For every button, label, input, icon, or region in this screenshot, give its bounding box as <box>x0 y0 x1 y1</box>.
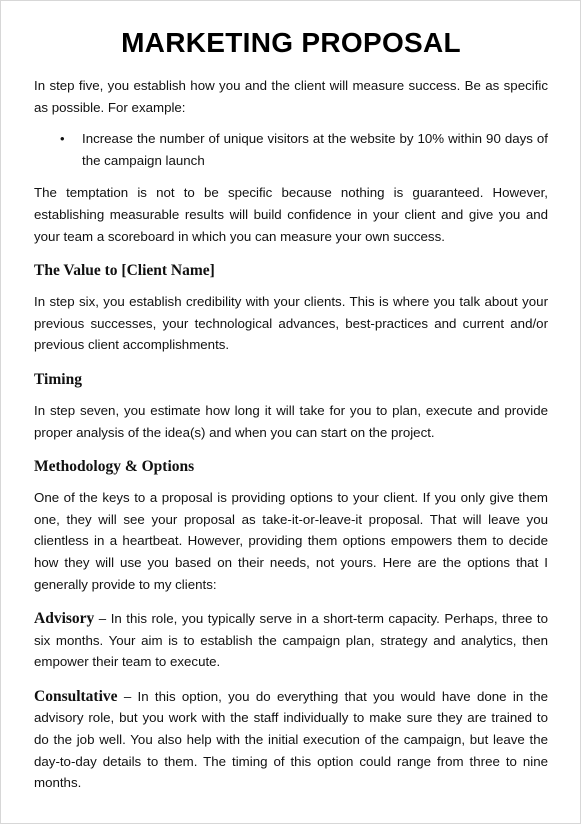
option-body-advisory: – In this role, you typically serve in a short-term capacity. Perhaps, three to six months. Your aim is to establish the campaign plan, strategy and analytics, then empower their team to execute. <box>34 611 548 670</box>
option-term-consultative: Consultative <box>34 687 118 705</box>
section-heading-methodology: Methodology & Options <box>34 458 195 476</box>
section-body-methodology: One of the keys to a proposal is providing options to your client. If you only give them one, they will see your proposal as take-it-or-leave-it proposal. That will leave you clientless in a heartbeat. However, providing them options empowers them to decide how they will use you based on their needs, not yours. Here are the options that I generally provide to my clients: <box>34 490 548 592</box>
section-body-value: In step six, you establish credibility with your clients. This is where you talk about your previous successes, your technological advances, best-practices and current and/or previous client accomplishments. <box>34 294 548 353</box>
option-term-advisory: Advisory <box>34 610 95 628</box>
temptation-paragraph: The temptation is not to be specific because nothing is guaranteed. However, establishing measurable results will build confidence in your client and give you and your team a scoreboard in which you can measure your own success. <box>34 185 548 244</box>
document-title: MARKETING PROPOSAL <box>121 27 461 58</box>
bullet-icon: • <box>60 131 65 147</box>
section-heading-value: The Value to [Client Name] <box>34 262 215 280</box>
bullet-list <box>34 128 548 171</box>
document-content <box>34 27 548 807</box>
option-advisory <box>34 608 548 673</box>
list-item <box>34 128 548 171</box>
section-body-timing: In step seven, you estimate how long it will take for you to plan, execute and provide proper analysis of the idea(s) and when you can start on the project. <box>34 402 548 440</box>
option-body-consultative: – In this option, you do everything that you would have done in the advisory role, but you work with the staff individually to make sure they are trained to do the job well. You also help with the initial execution of the campaign, but leave the day-to-day details to them. The timing of this option could range from three to nine months. <box>34 688 548 791</box>
list-item-text: Increase the number of unique visitors at the website by 10% within 90 days of the campaign launch <box>82 131 548 168</box>
intro-paragraph: In step five, you establish how you and the client will measure success. Be as specific as possible. For example: <box>34 78 548 115</box>
option-consultative <box>34 686 548 794</box>
section-heading-timing: Timing <box>34 370 82 388</box>
